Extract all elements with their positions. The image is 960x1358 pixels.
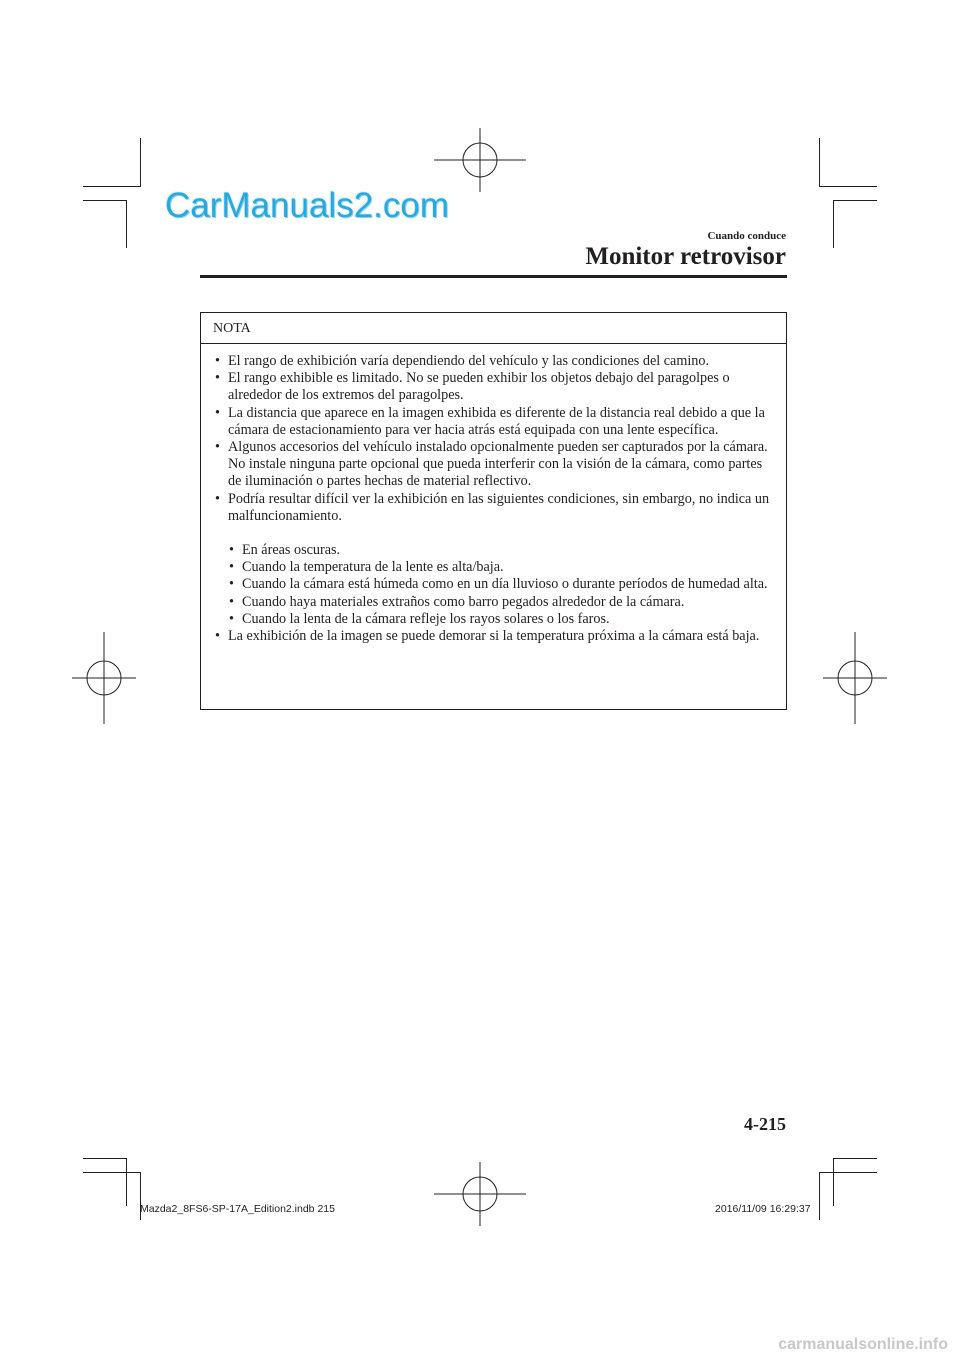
registration-mark-icon: [434, 1162, 526, 1226]
bullet-icon: •: [229, 593, 234, 610]
sub-list-item-text: Cuando haya materiales extraños como barro pegados alrededor de la cámara.: [242, 593, 685, 610]
bullet-icon: •: [215, 353, 220, 369]
list-item: [201, 628, 786, 645]
sub-list-item: [201, 559, 786, 576]
bullet-icon: •: [215, 439, 220, 456]
list-item-text: El rango de exhibición varía dependiendo del vehículo y las condiciones del camino.: [228, 353, 710, 369]
list-item: [201, 439, 786, 491]
list-item-text: La exhibición de la imagen se puede demorar si la temperatura próxima a la cámara está baja.: [228, 628, 760, 645]
bullet-icon: •: [215, 370, 220, 387]
crop-mark: [140, 138, 141, 186]
crop-mark: [833, 200, 834, 248]
crop-mark: [819, 1172, 877, 1173]
registration-mark-icon: [823, 632, 887, 724]
list-item: [201, 491, 786, 525]
list-item-text: Algunos accesorios del vehículo instalado opcionalmente pueden ser capturados por la cámara. No instale ninguna parte opcional que pueda interferir con la visión de la cámara, como partes de iluminación o partes hechas de material reflectivo.: [228, 439, 768, 490]
site-logo[interactable]: CarManuals2.com: [165, 186, 449, 225]
bullet-icon: •: [229, 542, 234, 559]
sub-list-item-text: Cuando la cámara está húmeda como en un día lluvioso o durante períodos de humedad alta.: [242, 576, 768, 593]
note-list: [201, 353, 786, 645]
sub-list-item-text: Cuando la temperatura de la lente es alta/baja.: [242, 559, 504, 576]
crop-mark: [83, 186, 141, 187]
bullet-icon: •: [229, 576, 234, 593]
crop-mark: [126, 200, 127, 248]
page-number: 4-215: [744, 1114, 786, 1134]
bullet-icon: •: [229, 610, 234, 627]
crop-mark: [819, 1172, 820, 1220]
crop-mark: [833, 1158, 877, 1159]
crop-mark: [83, 1172, 141, 1173]
crop-mark: [819, 138, 820, 186]
note-label: NOTA: [213, 321, 251, 336]
list-item: [201, 353, 786, 370]
sub-list-item: [201, 542, 786, 559]
header-rule: [200, 275, 787, 278]
bullet-icon: •: [229, 559, 234, 576]
bullet-icon: •: [215, 490, 220, 507]
sub-list-item: [201, 611, 786, 628]
list-item-text: La distancia que aparece en la imagen exhibida es diferente de la distancia real debido a que la cámara de estacionamiento para ver hacia atrás está equipada con una lente específica.: [228, 404, 765, 438]
crop-mark: [819, 186, 877, 187]
registration-mark-icon: [434, 128, 526, 192]
list-item-text: El rango exhibible es limitado. No se pueden exhibir los objetos debajo del paragolpes o alrededor de los extremos del paragolpes.: [228, 370, 730, 404]
sub-list-item-text: Cuando la lenta de la cámara refleje los rayos solares o los faros.: [242, 610, 610, 627]
crop-mark: [833, 200, 877, 201]
note-header: [201, 313, 786, 344]
page-title: Monitor retrovisor: [585, 243, 786, 270]
watermark-link[interactable]: carmanualsonline.info: [778, 1336, 948, 1353]
footer-timestamp: 2016/11/09 16:29:37: [715, 1203, 811, 1215]
bullet-icon: •: [215, 404, 220, 421]
crop-mark: [833, 1158, 834, 1206]
section-heading: Cuando conduce: [707, 230, 786, 242]
footer-file-name: Mazda2_8FS6-SP-17A_Edition2.indb 215: [140, 1203, 335, 1215]
crop-mark: [83, 1158, 127, 1159]
crop-mark: [126, 1158, 127, 1206]
list-item: [201, 370, 786, 404]
sub-list-item-text: En áreas oscuras.: [242, 542, 341, 559]
bullet-icon: •: [215, 628, 220, 645]
sub-list-item: [201, 576, 786, 593]
note-box: [200, 312, 787, 710]
crop-mark: [83, 200, 127, 201]
sub-list-item: [201, 594, 786, 611]
list-item-text: Podría resultar difícil ver la exhibición en las siguientes condiciones, sin embargo, no indica un malfuncionamiento.: [228, 490, 770, 524]
spacer: [201, 525, 786, 542]
registration-mark-icon: [72, 632, 136, 724]
list-item: [201, 405, 786, 439]
